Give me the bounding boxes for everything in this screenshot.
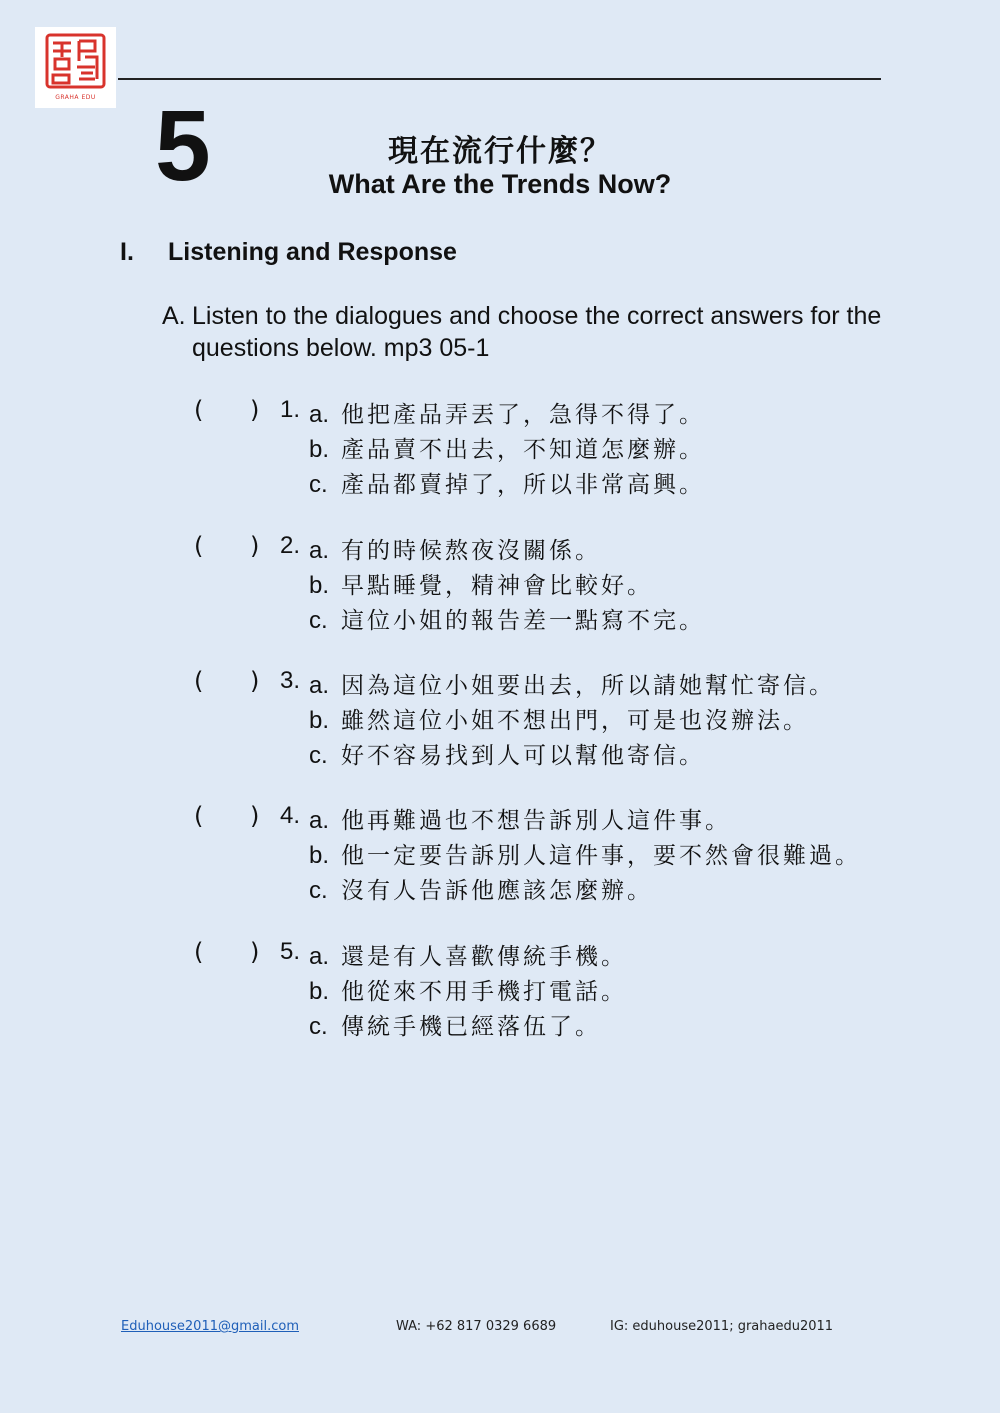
question-number: 2. <box>280 532 301 559</box>
answer-paren-left: ( <box>194 396 204 424</box>
footer-whatsapp: WA: +62 817 0329 6689 <box>396 1319 557 1334</box>
option-c: c. 好不容易找到人可以幫他寄信。 <box>309 742 705 769</box>
option-b: b. 他一定要告訴別人這件事，要不然會很難過。 <box>309 842 861 869</box>
option-b: b. 他從來不用手機打電話。 <box>309 978 627 1005</box>
option-c: c. 傳統手機已經落伍了。 <box>309 1013 601 1040</box>
question-number: 5. <box>280 938 301 965</box>
option-c: c. 這位小姐的報告差一點寫不完。 <box>309 607 705 634</box>
logo-text: GRAHA EDU <box>55 94 96 101</box>
answer-paren-right: ) <box>250 938 260 966</box>
instruction <box>162 300 902 364</box>
answer-paren-left: ( <box>194 532 204 560</box>
instruction-text: Listen to the dialogues and choose the correct answers for the questions below. mp3 05-1 <box>192 302 882 362</box>
footer-instagram: IG: eduhouse2011; grahaedu2011 <box>610 1319 834 1334</box>
header-rule <box>118 78 881 80</box>
option-a: a. 他把產品弄丟了，急得不得了。 <box>309 401 705 428</box>
footer-email-link[interactable]: Eduhouse2011@gmail.com <box>121 1319 299 1334</box>
section-number: I. <box>120 238 134 266</box>
section-heading <box>120 238 457 267</box>
answer-paren-right: ) <box>250 532 260 560</box>
logo <box>35 27 116 108</box>
chapter-number: 5 <box>155 90 211 202</box>
option-a: a. 他再難過也不想告訴別人這件事。 <box>309 807 731 834</box>
option-a: a. 還是有人喜歡傳統手機。 <box>309 943 627 970</box>
option-a: a. 因為這位小姐要出去，所以請她幫忙寄信。 <box>309 672 835 699</box>
chapter-title-zh: 現在流行什麼？ <box>388 134 612 169</box>
answer-paren-right: ) <box>250 667 260 695</box>
option-b: b. 產品賣不出去，不知道怎麼辦。 <box>309 436 705 463</box>
answer-paren-left: ( <box>194 667 204 695</box>
option-c: c. 沒有人告訴他應該怎麼辦。 <box>309 877 653 904</box>
answer-paren-left: ( <box>194 802 204 830</box>
option-a: a. 有的時候熬夜沒關係。 <box>309 537 601 564</box>
option-b: b. 雖然這位小姐不想出門，可是也沒辦法。 <box>309 707 809 734</box>
answer-paren-right: ) <box>250 396 260 424</box>
answer-paren-left: ( <box>194 938 204 966</box>
answer-paren-right: ) <box>250 802 260 830</box>
instruction-letter: A. <box>162 302 186 330</box>
question-number: 4. <box>280 802 301 829</box>
chapter-title-en: What Are the Trends Now? <box>328 169 672 199</box>
option-b: b. 早點睡覺，精神會比較好。 <box>309 572 653 599</box>
question-number: 1. <box>280 396 301 423</box>
question-number: 3. <box>280 667 301 694</box>
section-title: Listening and Response <box>168 238 457 266</box>
option-c: c. 產品都賣掉了，所以非常高興。 <box>309 471 705 498</box>
